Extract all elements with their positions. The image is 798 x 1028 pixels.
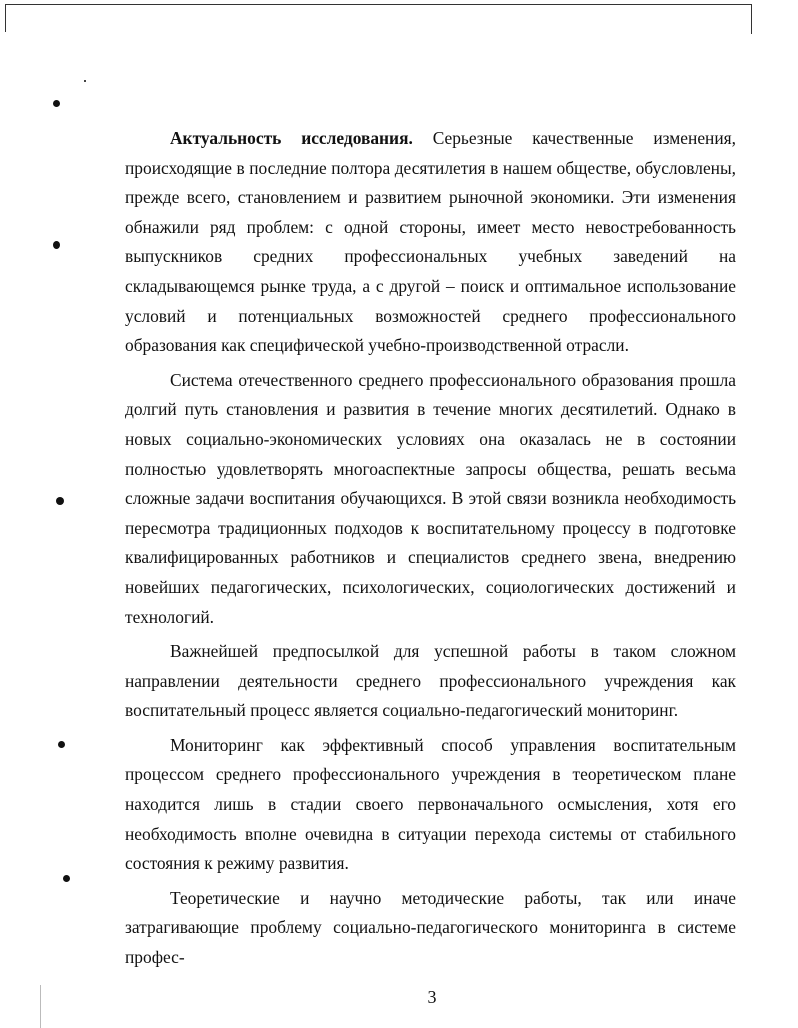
paragraph: Важнейшей предпосылкой для успешной работы в таком сложном направлении деятельности среднего профессионального учреждения как воспитательный процесс является социально-педагогический мониторинг. <box>125 641 736 721</box>
paragraph: Система отечественного среднего профессионального образования прошла долгий путь становления и развития в течение многих десятилетий. Однако в новых социально-экономических условиях она оказалась не в состоянии полностью удовлетворять многоаспектные запросы общества, решать весьма сложные задачи воспитания обучающихся. В этой связи возникла необходимость пересмотра традиционных подходов к воспитательному процессу в подготовке квалифицированных работников и специалистов среднего звена, внедрению новейших педагогических, психологических, социологических достижений и технологий. <box>125 369 736 627</box>
document-body <box>125 124 736 978</box>
binding-hole-mark <box>53 100 60 107</box>
paragraph-relevance <box>125 124 736 361</box>
page-number: 3 <box>427 987 437 1007</box>
scan-speck <box>84 80 86 82</box>
binding-hole-mark <box>63 875 70 882</box>
scan-edge-left <box>5 4 6 32</box>
paragraph: Теоретические и научно методические работы, так или иначе затрагивающие проблему социально-педагогического мониторинга в системе профес- <box>125 887 736 968</box>
scan-edge-top <box>5 4 751 5</box>
relevance-heading: Актуальность исследования. <box>170 128 413 148</box>
paragraph-text: Серьезные качественные изменения, происходящие в последние полтора десятилетия в нашем обществе, обусловлены, прежде всего, становлением и развитием рыночной экономики. Эти изменения обнажили ряд проблем: с одной стороны, имеет место невостребованность выпускников средних профессиональных учебных заведений на складывающемся рынке труда, а с другой – поиск и оптимальное использование условий и потенциальных возможностей среднего профессионального образования как специфической учебно-производственной отрасли. <box>125 128 736 356</box>
scan-edge-right <box>751 4 752 34</box>
paragraph: Мониторинг как эффективный способ управления воспитательным процессом среднего профессионального учреждения в теоретическом плане находится лишь в стадии своего первоначального осмысления, хотя его необходимость вполне очевидна в ситуации перехода системы от стабильного состояния к режиму развития. <box>125 734 736 874</box>
binding-hole-mark <box>56 497 64 505</box>
binding-hole-mark <box>53 241 60 249</box>
binding-hole-mark <box>58 741 65 748</box>
